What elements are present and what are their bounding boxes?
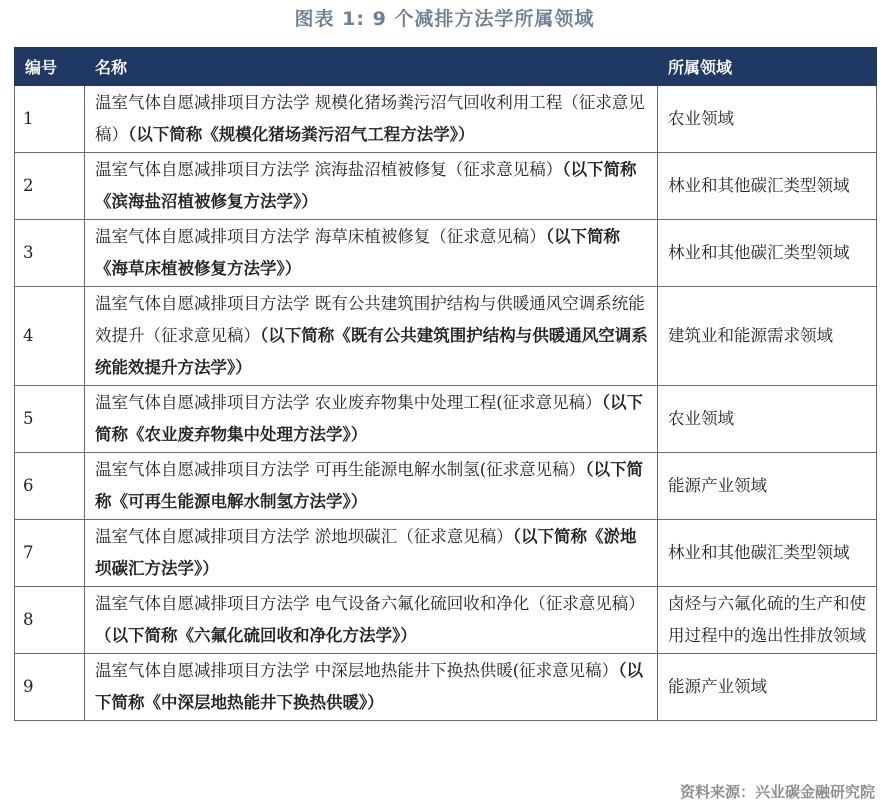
methodology-name: 温室气体自愿减排项目方法学 电气设备六氟化硫回收和净化（征求意见稿）	[95, 594, 645, 613]
domain-cell: 林业和其他碳汇类型领域	[658, 153, 877, 220]
row-number: 7	[15, 520, 85, 587]
methodology-name-cell	[85, 654, 658, 721]
table-body	[15, 86, 877, 721]
methodology-name: 温室气体自愿减排项目方法学 海草床植被修复（征求意见稿）	[95, 227, 546, 246]
domain-cell: 建筑业和能源需求领域	[658, 287, 877, 386]
header-num: 编号	[15, 48, 85, 86]
domain-cell: 农业领域	[658, 386, 877, 453]
methodology-name-cell	[85, 220, 658, 287]
methodology-abbreviation: （以下简称《海草床植被修复方法学》）	[95, 227, 620, 278]
methodology-name-cell	[85, 453, 658, 520]
methodology-name-cell	[85, 153, 658, 220]
methodology-name-cell	[85, 520, 658, 587]
table-row	[15, 386, 877, 453]
methodology-name: 温室气体自愿减排项目方法学 既有公共建筑围护结构与供暖通风空调系统能效提升（征求意见稿）	[95, 294, 645, 345]
methodology-table-container	[14, 47, 876, 721]
source-note: 资料来源：兴业碳金融研究院	[679, 783, 875, 801]
methodology-abbreviation: （以下简称《规模化猪场粪污沼气工程方法学》）	[128, 125, 475, 144]
table-row	[15, 654, 877, 721]
domain-cell: 农业领域	[658, 86, 877, 153]
domain-cell: 能源产业领域	[658, 654, 877, 721]
methodology-table	[14, 47, 877, 721]
row-number: 4	[15, 287, 85, 386]
row-number: 2	[15, 153, 85, 220]
row-number: 8	[15, 587, 85, 654]
methodology-name-cell	[85, 587, 658, 654]
page-title: 图表 1: 9 个减排方法学所属领域	[294, 8, 595, 30]
methodology-name: 温室气体自愿减排项目方法学 规模化猪场粪污沼气回收利用工程（征求意见稿）	[95, 93, 645, 144]
methodology-abbreviation: （以下简称《既有公共建筑围护结构与供暖通风空调系统能效提升方法学》）	[95, 326, 648, 377]
methodology-name: 温室气体自愿减排项目方法学 淤地坝碳汇（征求意见稿）	[95, 527, 513, 546]
methodology-name: 温室气体自愿减排项目方法学 滨海盐沼植被修复（征求意见稿）	[95, 160, 563, 179]
table-row	[15, 287, 877, 386]
methodology-abbreviation: （以下简称《农业废弃物集中处理方法学》）	[95, 393, 643, 444]
domain-cell: 能源产业领域	[658, 453, 877, 520]
methodology-abbreviation: （以下简称《淤地坝碳汇方法学》）	[95, 527, 637, 578]
table-row	[15, 520, 877, 587]
methodology-name-cell	[85, 287, 658, 386]
domain-cell: 林业和其他碳汇类型领域	[658, 520, 877, 587]
methodology-name: 温室气体自愿减排项目方法学 农业废弃物集中处理工程(征求意见稿）	[95, 393, 602, 412]
row-number: 5	[15, 386, 85, 453]
row-number: 9	[15, 654, 85, 721]
methodology-abbreviation: （以下简称《可再生能源电解水制氢方法学》）	[95, 460, 643, 511]
table-row	[15, 587, 877, 654]
methodology-name-cell	[85, 86, 658, 153]
methodology-abbreviation: （以下简称《滨海盐沼植被修复方法学》）	[95, 160, 637, 211]
methodology-abbreviation: （以下简称《中深层地热能井下换热供暖》）	[95, 661, 643, 712]
row-number: 6	[15, 453, 85, 520]
table-header-row	[15, 48, 877, 86]
methodology-name-cell	[85, 386, 658, 453]
row-number: 1	[15, 86, 85, 153]
methodology-name: 温室气体自愿减排项目方法学 中深层地热能井下换热供暖(征求意见稿）	[95, 661, 619, 680]
table-row	[15, 453, 877, 520]
table-row	[15, 153, 877, 220]
domain-cell: 林业和其他碳汇类型领域	[658, 220, 877, 287]
row-number: 3	[15, 220, 85, 287]
header-domain: 所属领域	[658, 48, 877, 86]
header-name: 名称	[85, 48, 658, 86]
methodology-abbreviation: （以下简称《六氟化硫回收和净化方法学》）	[95, 626, 417, 645]
domain-cell: 卤烃与六氟化硫的生产和使用过程中的逸出性排放领域	[658, 587, 877, 654]
methodology-name: 温室气体自愿减排项目方法学 可再生能源电解水制氢(征求意见稿）	[95, 460, 586, 479]
table-row	[15, 220, 877, 287]
table-row	[15, 86, 877, 153]
